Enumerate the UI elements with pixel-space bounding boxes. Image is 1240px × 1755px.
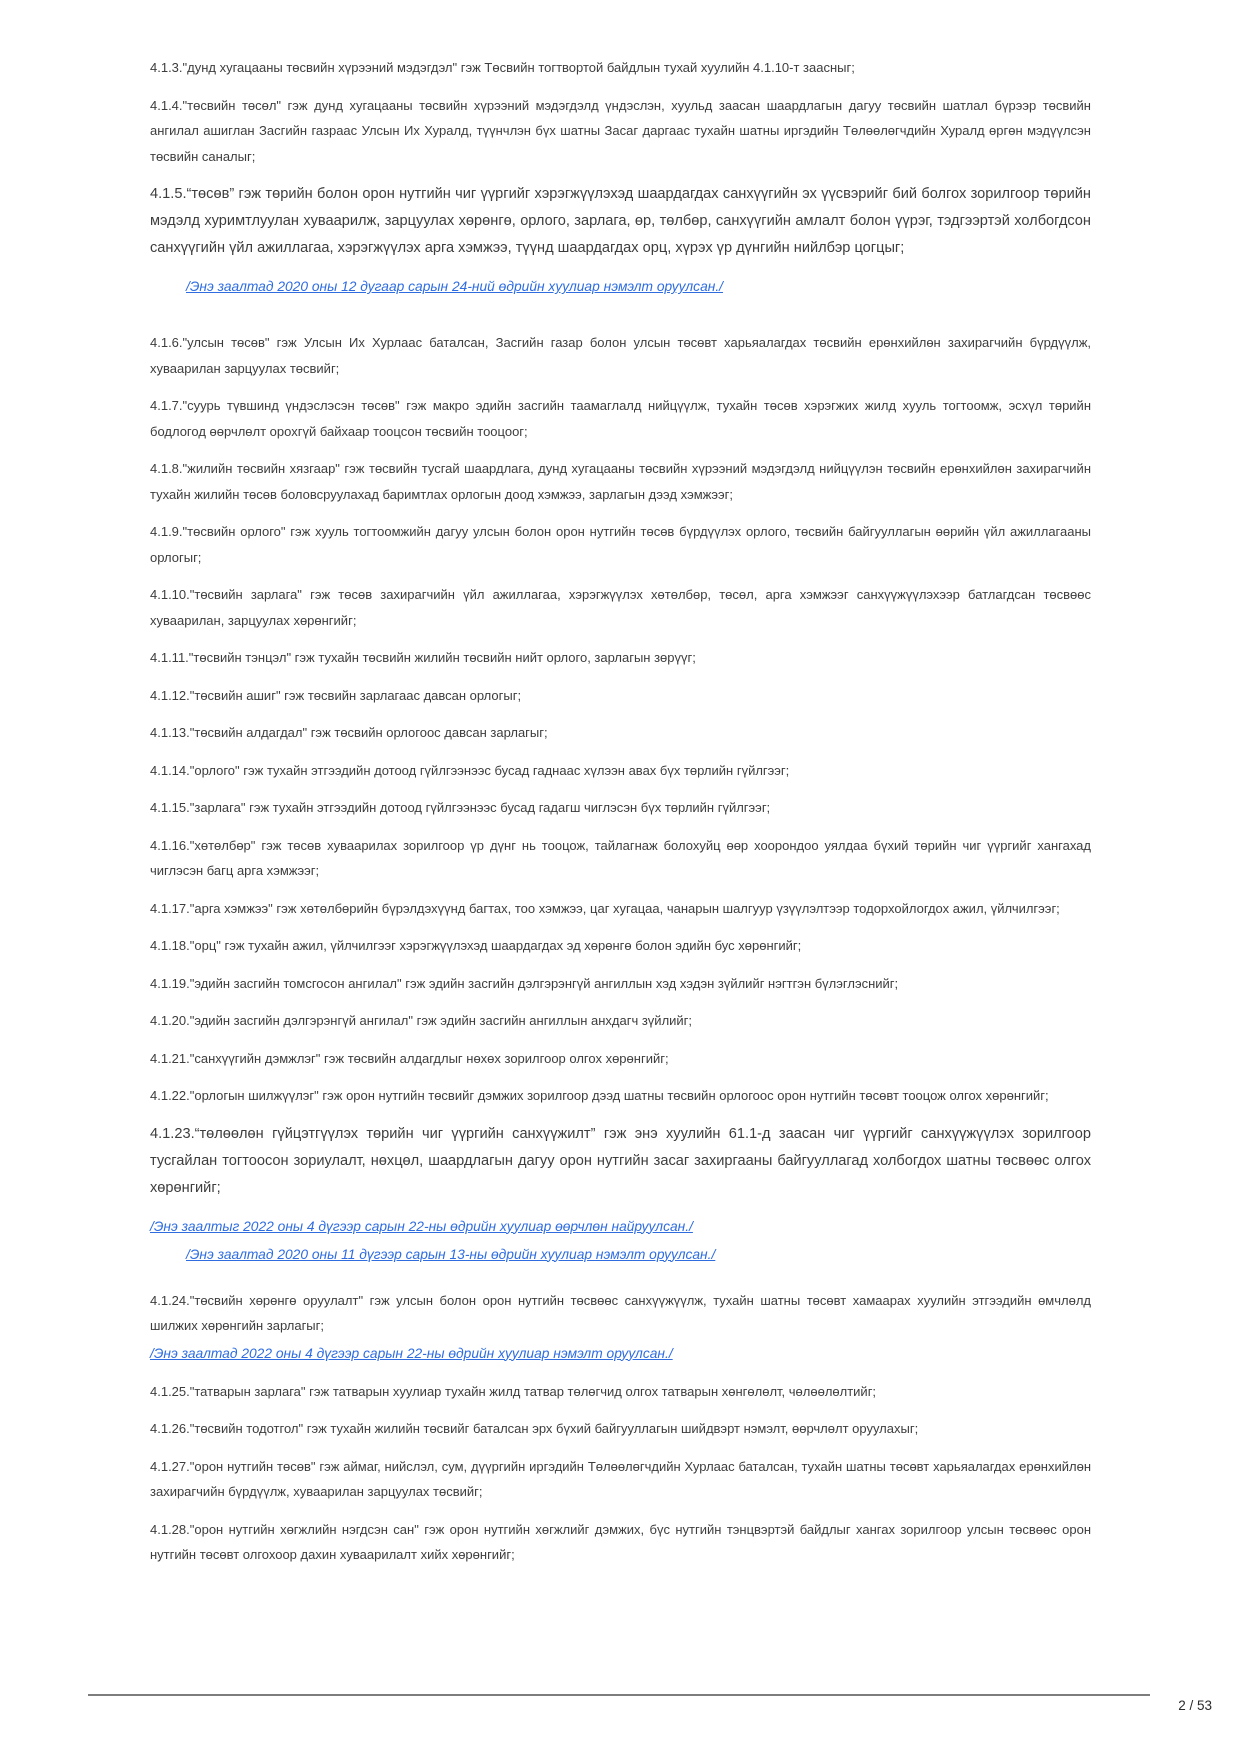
clause-4-1-4: 4.1.4."төсвийн төсөл" гэж дунд хугацааны төсвийн хүрээний мэдэгдэлд үндэслэн, хуульд заасан шаардлагын дагуу төсвийн шатлал бүрээр төсвийн ангилал ашиглан Засгийн газраас Улсын Их Хуралд, түүнчлэн бүх шатны Засаг даргаас тухайн шатны иргэдийн Төлөөлөгчдийн Хуралд өргөн мэдүүлсэн төсвийн саналыг; (150, 97, 1091, 164)
clause-4-1-3: 4.1.3."дунд хугацааны төсвийн хүрээний мэдэгдэл" гэж Төсвийн тогтвортой байдлын тухай хуулийн 4.1.10-т заасныг; (150, 60, 855, 75)
clause-4-1-15: 4.1.15."зарлага" гэж тухайн этгээдийн дотоод гүйлгээнээс бусад гадагш чиглэсэн бүх төрлийн гүйлгээг; (150, 800, 771, 815)
clause-4-1-20: 4.1.20."эдийн засгийн дэлгэрэнгүй ангилал" гэж эдийн засгийн ангиллын анхдагч зүйлийг; (150, 1013, 693, 1028)
clause-4-1-9: 4.1.9."төсвийн орлого" гэж хууль тогтоомжийн дагуу улсын болон орон нутгийн төсөв бүрдүүлэх орлого, төсвийн байгууллагын өөрийн үйл ажиллагааны орлогыг; (150, 524, 1091, 565)
document-body (150, 55, 1091, 1580)
clause-4-1-11: 4.1.11."төсвийн тэнцэл" гэж тухайн төсвийн жилийн төсвийн нийт орлого, зарлагын зөрүүг; (150, 650, 696, 665)
amendment-link-2020-12-24[interactable]: /Энэ заалтад 2020 оны 12 дугаар сарын 24-ний өдрийн хуулиар нэмэлт оруулсан./ (186, 279, 724, 294)
clause-4-1-13: 4.1.13."төсвийн алдагдал" гэж төсвийн орлогоос давсан зарлагыг; (150, 725, 548, 740)
clause-4-1-16: 4.1.16."хөтөлбөр" гэж төсөв хуваарилах зорилгоор үр дүнг нь тооцож, тайлагнаж болохуйц өөр хоорондоо уялдаа бүхий төрийн чиг үүргийг хангахад чиглэсэн багц арга хэмжээг; (150, 837, 1091, 878)
amendment-link-2022-04-22-added[interactable]: /Энэ заалтад 2022 оны 4 дүгээр сарын 22-ны өдрийн хуулиар нэмэлт оруулсан./ (150, 1345, 673, 1361)
clause-4-1-5: 4.1.5.“төсөв” гэж төрийн болон орон нутгийн чиг үүргийг хэрэгжүүлэхэд шаардагдах санхүүгийн эх үүсвэрийг бий болгох зорилгоор төрийн мэдэлд хуримтлуулан хуваарилж, зарцуулах хөрөнгө, орлого, зарлага, өр, төлбөр, санхүүгийн амлалт болон үүрэг, тэдгээртэй холбогдсон санхүүгийн үйл ажиллагаа, хэрэгжүүлэх арга хэмжээ, түүнд шаардагдах орц, хүрэх үр дүнгийн нийлбэр цогцыг; (150, 186, 1091, 256)
clause-4-1-26: 4.1.26."төсвийн тодотгол" гэж тухайн жилийн төсвийг баталсан эрх бүхий байгууллагын шийдвэрт нэмэлт, өөрчлөлт оруулахыг; (150, 1421, 919, 1436)
clause-4-1-21: 4.1.21."санхүүгийн дэмжлэг" гэж төсвийн алдагдлыг нөхөх зорилгоор олгох хөрөнгийг; (150, 1050, 669, 1066)
clause-4-1-24: 4.1.24."төсвийн хөрөнгө оруулалт" гэж улсын болон орон нутгийн төсвөөс санхүүжүүлж, тухайн шатны төсөвт хамаарах хуулийн этгээдийн өмчлөлд шилжих хөрөнгийн зарлагыг; (150, 1292, 1091, 1333)
amendment-link-2020-11-13[interactable]: /Энэ заалтад 2020 оны 11 дүгээр сарын 13-ны өдрийн хуулиар нэмэлт оруулсан./ (186, 1246, 716, 1262)
page-number: 2 / 53 (1178, 1698, 1212, 1713)
clause-4-1-22: 4.1.22."орлогын шилжүүлэг" гэж орон нутгийн төсвийг дэмжих зорилгоор дээд шатны төсвийн орлогоос орон нутгийн төсөвт тооцож олгох хөрөнгийг; (150, 1088, 1049, 1103)
clause-4-1-10: 4.1.10."төсвийн зарлага" гэж төсөв захирагчийн үйл ажиллагаа, хэрэгжүүлэх хөтөлбөр, төсөл, арга хэмжээг санхүүжүүлэхээр батлагдсан төсвөөс хуваарилан, зарцуулах хөрөнгийг; (150, 587, 1091, 628)
clause-4-1-8: 4.1.8."жилийн төсвийн хязгаар" гэж төсвийн тусгай шаардлага, дунд хугацааны төсвийн хүрээний мэдэгдэлд нийцүүлэн төсвийн ерөнхийлөн захирагчийн тухайн жилийн төсөв боловсруулахад баримтлах орлогын доод хэмжээ, зарлагын дээд хэмжээг; (150, 461, 1091, 502)
clause-4-1-7: 4.1.7."суурь түвшинд үндэслэсэн төсөв" гэж макро эдийн засгийн таамаглалд нийцүүлж, тухайн төсөв хэрэгжих жилд хууль тогтоомж, эсхүл төрийн бодлогод өөрчлөлт орохгүй байхаар тооцсон төсвийн тооцоог; (150, 398, 1091, 439)
clause-4-1-18: 4.1.18."орц" гэж тухайн ажил, үйлчилгээг хэрэгжүүлэхэд шаардагдах эд хөрөнгө болон эдийн бус хөрөнгийг; (150, 938, 802, 953)
clause-4-1-28: 4.1.28."орон нутгийн хөгжлийн нэгдсэн сан" гэж орон нутгийн хөгжлийг дэмжих, бүс нутгийн тэнцвэртэй байдлыг хангах зорилгоор улсын төсвөөс орон нутгийн төсөвт олгохоор дахин хуваарилалт хийх хөрөнгийг; (150, 1521, 1091, 1562)
clause-4-1-6: 4.1.6."улсын төсөв" гэж Улсын Их Хурлаас баталсан, Засгийн газар болон улсын төсөвт харьяалагдах төсвийн ерөнхийлөн захирагчийн бүрдүүлж, хуваарилан зарцуулах төсвийг; (150, 335, 1091, 376)
clause-4-1-14: 4.1.14."орлого" гэж тухайн этгээдийн дотоод гүйлгээнээс бусад гаднаас хүлээн авах бүх төрлийн гүйлгээг; (150, 762, 790, 778)
clause-4-1-17: 4.1.17."арга хэмжээ" гэж хөтөлбөрийн бүрэлдэхүүнд багтах, тоо хэмжээ, цаг хугацаа, чанарын шалгуур үзүүлэлтээр тодорхойлогдох ажил, үйлчилгээг; (150, 900, 1060, 916)
clause-4-1-23: 4.1.23.“төлөөлөн гүйцэтгүүлэх төрийн чиг үүргийн санхүүжилт” гэж энэ хуулийн 61.1-д заасан чиг үүргийг санхүүжүүлэх зорилгоор тусгайлан тогтоосон зориулалт, нөхцөл, шаардлагын дагуу орон нутгийн засаг захиргааны байгууллагад холбогдох шатны төсвөөс олгох хөрөнгийг; (150, 1125, 1091, 1196)
clause-4-1-25: 4.1.25."татварын зарлага" гэж татварын хуулиар тухайн жилд татвар төлөгчид олгох татварын хөнгөлөлт, чөлөөлөлтийг; (150, 1383, 877, 1399)
clause-4-1-27: 4.1.27."орон нутгийн төсөв" гэж аймаг, нийслэл, сум, дүүргийн иргэдийн Төлөөлөгчдийн Хурлаас баталсан, тухайн шатны төсөвт харьяалагдах ерөнхийлөн захирагчийн бүрдүүлж, хуваарилан зарцуулах төсвийг; (150, 1458, 1091, 1499)
amendment-link-2022-04-22-revised[interactable]: /Энэ заалтыг 2022 оны 4 дүгээр сарын 22-ны өдрийн хуулиар өөрчлөн найруулсан./ (150, 1218, 693, 1234)
footer-divider (88, 1694, 1150, 1696)
clause-4-1-12: 4.1.12."төсвийн ашиг" гэж төсвийн зарлагаас давсан орлогыг; (150, 687, 522, 703)
clause-4-1-19: 4.1.19."эдийн засгийн томсгосон ангилал" гэж эдийн засгийн дэлгэрэнгүй ангиллын хэд хэдэн зүйлийг нэгтгэн бүлэглэснийг; (150, 975, 899, 991)
